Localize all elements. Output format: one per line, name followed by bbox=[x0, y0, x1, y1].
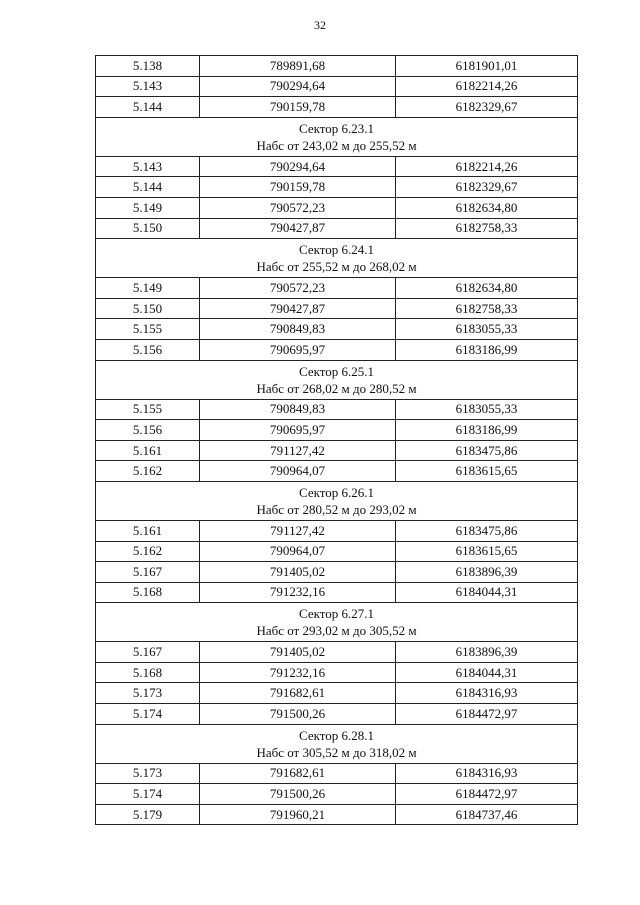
point-number-cell: 5.179 bbox=[96, 804, 200, 825]
y-coordinate-cell: 6183615,65 bbox=[396, 541, 578, 562]
table-row bbox=[96, 56, 578, 77]
x-coordinate-cell: 790695,97 bbox=[200, 339, 396, 360]
table-row bbox=[96, 704, 578, 725]
point-number-cell: 5.149 bbox=[96, 278, 200, 299]
y-coordinate-cell: 6183896,39 bbox=[396, 562, 578, 583]
table-row bbox=[96, 804, 578, 825]
sector-header bbox=[96, 481, 578, 520]
sector-header bbox=[96, 117, 578, 156]
point-number-cell: 5.161 bbox=[96, 440, 200, 461]
table-row bbox=[96, 76, 578, 97]
table-row bbox=[96, 177, 578, 198]
x-coordinate-cell: 790695,97 bbox=[200, 420, 396, 441]
point-number-cell: 5.138 bbox=[96, 56, 200, 77]
table-row bbox=[96, 399, 578, 420]
y-coordinate-cell: 6182758,33 bbox=[396, 298, 578, 319]
y-coordinate-cell: 6184737,46 bbox=[396, 804, 578, 825]
table-row bbox=[96, 520, 578, 541]
table-row bbox=[96, 278, 578, 299]
point-number-cell: 5.161 bbox=[96, 520, 200, 541]
y-coordinate-cell: 6182634,80 bbox=[396, 278, 578, 299]
point-number-cell: 5.155 bbox=[96, 319, 200, 340]
y-coordinate-cell: 6183186,99 bbox=[396, 420, 578, 441]
sector-height-range: Набс от 255,52 м до 268,02 м bbox=[256, 259, 417, 275]
table-row bbox=[96, 156, 578, 177]
y-coordinate-cell: 6183055,33 bbox=[396, 319, 578, 340]
table-row bbox=[96, 298, 578, 319]
sector-height-range: Набс от 280,52 м до 293,02 м bbox=[256, 501, 417, 517]
y-coordinate-cell: 6183055,33 bbox=[396, 399, 578, 420]
point-number-cell: 5.144 bbox=[96, 177, 200, 198]
point-number-cell: 5.156 bbox=[96, 339, 200, 360]
x-coordinate-cell: 790294,64 bbox=[200, 76, 396, 97]
x-coordinate-cell: 791127,42 bbox=[200, 440, 396, 461]
sector-height-range: Набс от 293,02 м до 305,52 м bbox=[256, 623, 417, 639]
point-number-cell: 5.143 bbox=[96, 156, 200, 177]
table-row bbox=[96, 97, 578, 118]
y-coordinate-cell: 6184472,97 bbox=[396, 704, 578, 725]
y-coordinate-cell: 6183186,99 bbox=[396, 339, 578, 360]
point-number-cell: 5.168 bbox=[96, 662, 200, 683]
y-coordinate-cell: 6182329,67 bbox=[396, 177, 578, 198]
table-row bbox=[96, 197, 578, 218]
table-row bbox=[96, 440, 578, 461]
point-number-cell: 5.173 bbox=[96, 683, 200, 704]
y-coordinate-cell: 6184316,93 bbox=[396, 683, 578, 704]
x-coordinate-cell: 790849,83 bbox=[200, 319, 396, 340]
table-row bbox=[96, 420, 578, 441]
x-coordinate-cell: 791232,16 bbox=[200, 582, 396, 603]
y-coordinate-cell: 6182634,80 bbox=[396, 197, 578, 218]
x-coordinate-cell: 790427,87 bbox=[200, 218, 396, 239]
x-coordinate-cell: 790294,64 bbox=[200, 156, 396, 177]
y-coordinate-cell: 6183896,39 bbox=[396, 642, 578, 663]
table-row bbox=[96, 339, 578, 360]
coordinates-table bbox=[95, 55, 578, 825]
point-number-cell: 5.174 bbox=[96, 784, 200, 805]
x-coordinate-cell: 791960,21 bbox=[200, 804, 396, 825]
point-number-cell: 5.150 bbox=[96, 298, 200, 319]
x-coordinate-cell: 790849,83 bbox=[200, 399, 396, 420]
x-coordinate-cell: 790427,87 bbox=[200, 298, 396, 319]
x-coordinate-cell: 790159,78 bbox=[200, 177, 396, 198]
y-coordinate-cell: 6183475,86 bbox=[396, 520, 578, 541]
table-row bbox=[96, 784, 578, 805]
point-number-cell: 5.156 bbox=[96, 420, 200, 441]
point-number-cell: 5.173 bbox=[96, 763, 200, 784]
sector-header bbox=[96, 603, 578, 642]
x-coordinate-cell: 790159,78 bbox=[200, 97, 396, 118]
table-row bbox=[96, 218, 578, 239]
coordinates-table-body bbox=[96, 56, 578, 825]
sector-title: Сектор 6.27.1 bbox=[298, 606, 374, 622]
sector-header-row bbox=[96, 603, 578, 642]
sector-title: Сектор 6.26.1 bbox=[298, 484, 374, 500]
sector-height-range: Набс от 305,52 м до 318,02 м bbox=[256, 744, 417, 760]
y-coordinate-cell: 6182329,67 bbox=[396, 97, 578, 118]
table-row bbox=[96, 461, 578, 482]
sector-height-range: Набс от 243,02 м до 255,52 м bbox=[256, 137, 417, 153]
y-coordinate-cell: 6184044,31 bbox=[396, 662, 578, 683]
x-coordinate-cell: 791682,61 bbox=[200, 763, 396, 784]
x-coordinate-cell: 790964,07 bbox=[200, 541, 396, 562]
sector-height-range: Набс от 268,02 м до 280,52 м bbox=[256, 380, 417, 396]
point-number-cell: 5.168 bbox=[96, 582, 200, 603]
table-row bbox=[96, 662, 578, 683]
point-number-cell: 5.143 bbox=[96, 76, 200, 97]
table-row bbox=[96, 541, 578, 562]
x-coordinate-cell: 791127,42 bbox=[200, 520, 396, 541]
point-number-cell: 5.144 bbox=[96, 97, 200, 118]
y-coordinate-cell: 6183475,86 bbox=[396, 440, 578, 461]
x-coordinate-cell: 791500,26 bbox=[200, 704, 396, 725]
page-number: 32 bbox=[314, 18, 326, 32]
sector-title: Сектор 6.28.1 bbox=[298, 727, 374, 743]
y-coordinate-cell: 6182758,33 bbox=[396, 218, 578, 239]
x-coordinate-cell: 790572,23 bbox=[200, 197, 396, 218]
point-number-cell: 5.149 bbox=[96, 197, 200, 218]
sector-header-row bbox=[96, 481, 578, 520]
x-coordinate-cell: 790572,23 bbox=[200, 278, 396, 299]
sector-header-row bbox=[96, 724, 578, 763]
table-row bbox=[96, 319, 578, 340]
sector-header bbox=[96, 360, 578, 399]
y-coordinate-cell: 6184044,31 bbox=[396, 582, 578, 603]
sector-header bbox=[96, 239, 578, 278]
y-coordinate-cell: 6183615,65 bbox=[396, 461, 578, 482]
table-row bbox=[96, 683, 578, 704]
x-coordinate-cell: 791405,02 bbox=[200, 642, 396, 663]
point-number-cell: 5.174 bbox=[96, 704, 200, 725]
table-row bbox=[96, 763, 578, 784]
table-row bbox=[96, 582, 578, 603]
point-number-cell: 5.162 bbox=[96, 461, 200, 482]
sector-header-row bbox=[96, 239, 578, 278]
table-row bbox=[96, 642, 578, 663]
x-coordinate-cell: 791232,16 bbox=[200, 662, 396, 683]
point-number-cell: 5.167 bbox=[96, 642, 200, 663]
sector-header-row bbox=[96, 360, 578, 399]
y-coordinate-cell: 6184316,93 bbox=[396, 763, 578, 784]
x-coordinate-cell: 791500,26 bbox=[200, 784, 396, 805]
sector-title: Сектор 6.24.1 bbox=[298, 242, 374, 258]
y-coordinate-cell: 6181901,01 bbox=[396, 56, 578, 77]
point-number-cell: 5.150 bbox=[96, 218, 200, 239]
point-number-cell: 5.155 bbox=[96, 399, 200, 420]
sector-header-row bbox=[96, 117, 578, 156]
sector-header bbox=[96, 724, 578, 763]
x-coordinate-cell: 789891,68 bbox=[200, 56, 396, 77]
y-coordinate-cell: 6182214,26 bbox=[396, 76, 578, 97]
table-row bbox=[96, 562, 578, 583]
y-coordinate-cell: 6184472,97 bbox=[396, 784, 578, 805]
x-coordinate-cell: 791682,61 bbox=[200, 683, 396, 704]
sector-title: Сектор 6.25.1 bbox=[298, 363, 374, 379]
y-coordinate-cell: 6182214,26 bbox=[396, 156, 578, 177]
x-coordinate-cell: 790964,07 bbox=[200, 461, 396, 482]
point-number-cell: 5.167 bbox=[96, 562, 200, 583]
point-number-cell: 5.162 bbox=[96, 541, 200, 562]
sector-title: Сектор 6.23.1 bbox=[298, 120, 374, 136]
x-coordinate-cell: 791405,02 bbox=[200, 562, 396, 583]
